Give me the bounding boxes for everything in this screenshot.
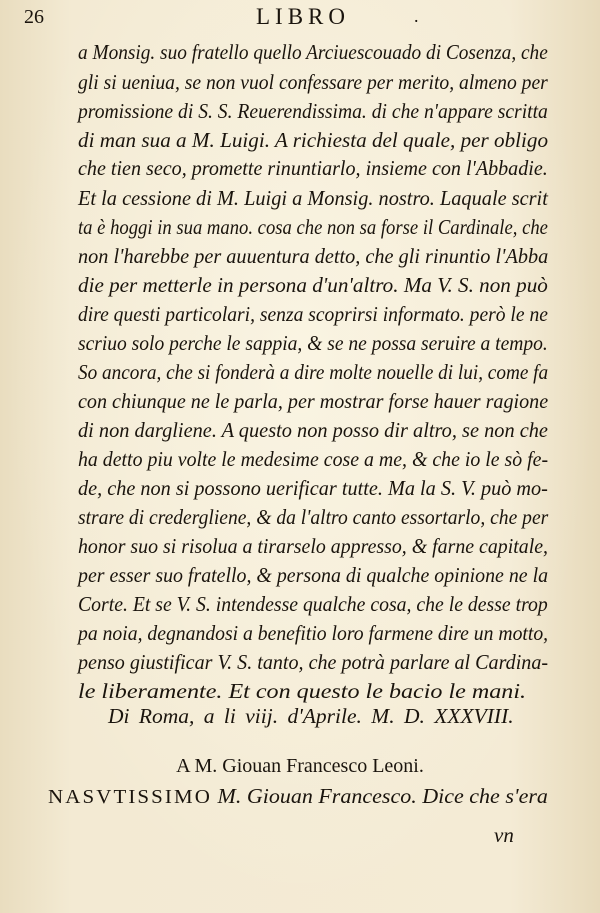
text-line: promissione di S. S. Reuerendissima. di che n'appare scritta xyxy=(78,99,548,123)
catchword: vn xyxy=(494,823,514,847)
text-line: de, che non si possono uerificar tutte. Ma la S. V. può mo- xyxy=(78,476,548,500)
text-line: So ancora, che si fonderà a dire molte nouelle di lui, come fa xyxy=(78,360,549,384)
text-line: le liberamente. Et con questo le bacio le mani. xyxy=(78,679,527,703)
text-line: honor suo si risolua a tirarselo appresso, & farne capitale, xyxy=(78,534,548,558)
text-line: strare di credergliene, & da l'altro canto essortarlo, che per xyxy=(78,505,549,529)
text-line: che tien seco, promette rinuntiarlo, insieme con l'Abbadie. xyxy=(78,156,548,180)
text-line: con chiunque ne le parla, per mostrar forse hauer ragione xyxy=(78,389,549,413)
text-line: di non dargliene. A questo non posso dir altro, se non che xyxy=(78,418,548,442)
text-line: gli si ueniua, se non vuol confessare per merito, almeno per xyxy=(78,70,548,94)
text-line: scriuo solo perche le sappia, & se ne possa seruire a tempo. xyxy=(78,331,548,355)
text-line: a Monsig. suo fratello quello Arciuescouado di Cosenza, che xyxy=(78,40,548,64)
salutation xyxy=(48,784,548,809)
text-line: die per metterle in persona d'un'altro. Ma V. S. non può xyxy=(78,273,548,297)
text-line: di man sua a M. Luigi. A richiesta del quale, per obligo xyxy=(78,128,549,152)
page-number: 26 xyxy=(24,6,44,28)
text-line: non l'harebbe per auuentura detto, che gli rinuntio l'Abba xyxy=(78,244,549,268)
header-mark: . xyxy=(414,6,419,26)
text-line: per esser suo fratello, & persona di qualche opinione ne la xyxy=(78,563,549,587)
date-line: Di Roma, a li viij. d'Aprile. M. D. XXXVIII. xyxy=(108,704,514,728)
text-line: penso giustificar V. S. tanto, che potrà parlare al Cardina- xyxy=(78,650,549,674)
text-line: Corte. Et se V. S. intendesse qualche cosa, che le desse trop xyxy=(78,592,548,616)
salutation-text: M. Giouan Francesco. Dice che s'era xyxy=(217,784,548,808)
running-head: LIBRO xyxy=(256,4,350,29)
salutation-opening: NASVTISSIMO xyxy=(48,786,212,808)
text-line: Et la cessione di M. Luigi a Monsig. nostro. Laquale scrit xyxy=(78,186,548,210)
text-line: pa noia, degnandosi a benefitio loro farmene dire un motto, xyxy=(78,621,549,645)
text-line: dire questi particolari, senza scoprirsi informato. però le ne xyxy=(78,302,548,326)
text-line: ta è hoggi in sua mano. cosa che non sa forse il Cardinale, che xyxy=(78,215,548,239)
text-line: ha detto piu volte le medesime cose a me, & che io le sò fe- xyxy=(78,447,549,471)
letter-heading: A M. Giouan Francesco Leoni. xyxy=(176,755,424,777)
